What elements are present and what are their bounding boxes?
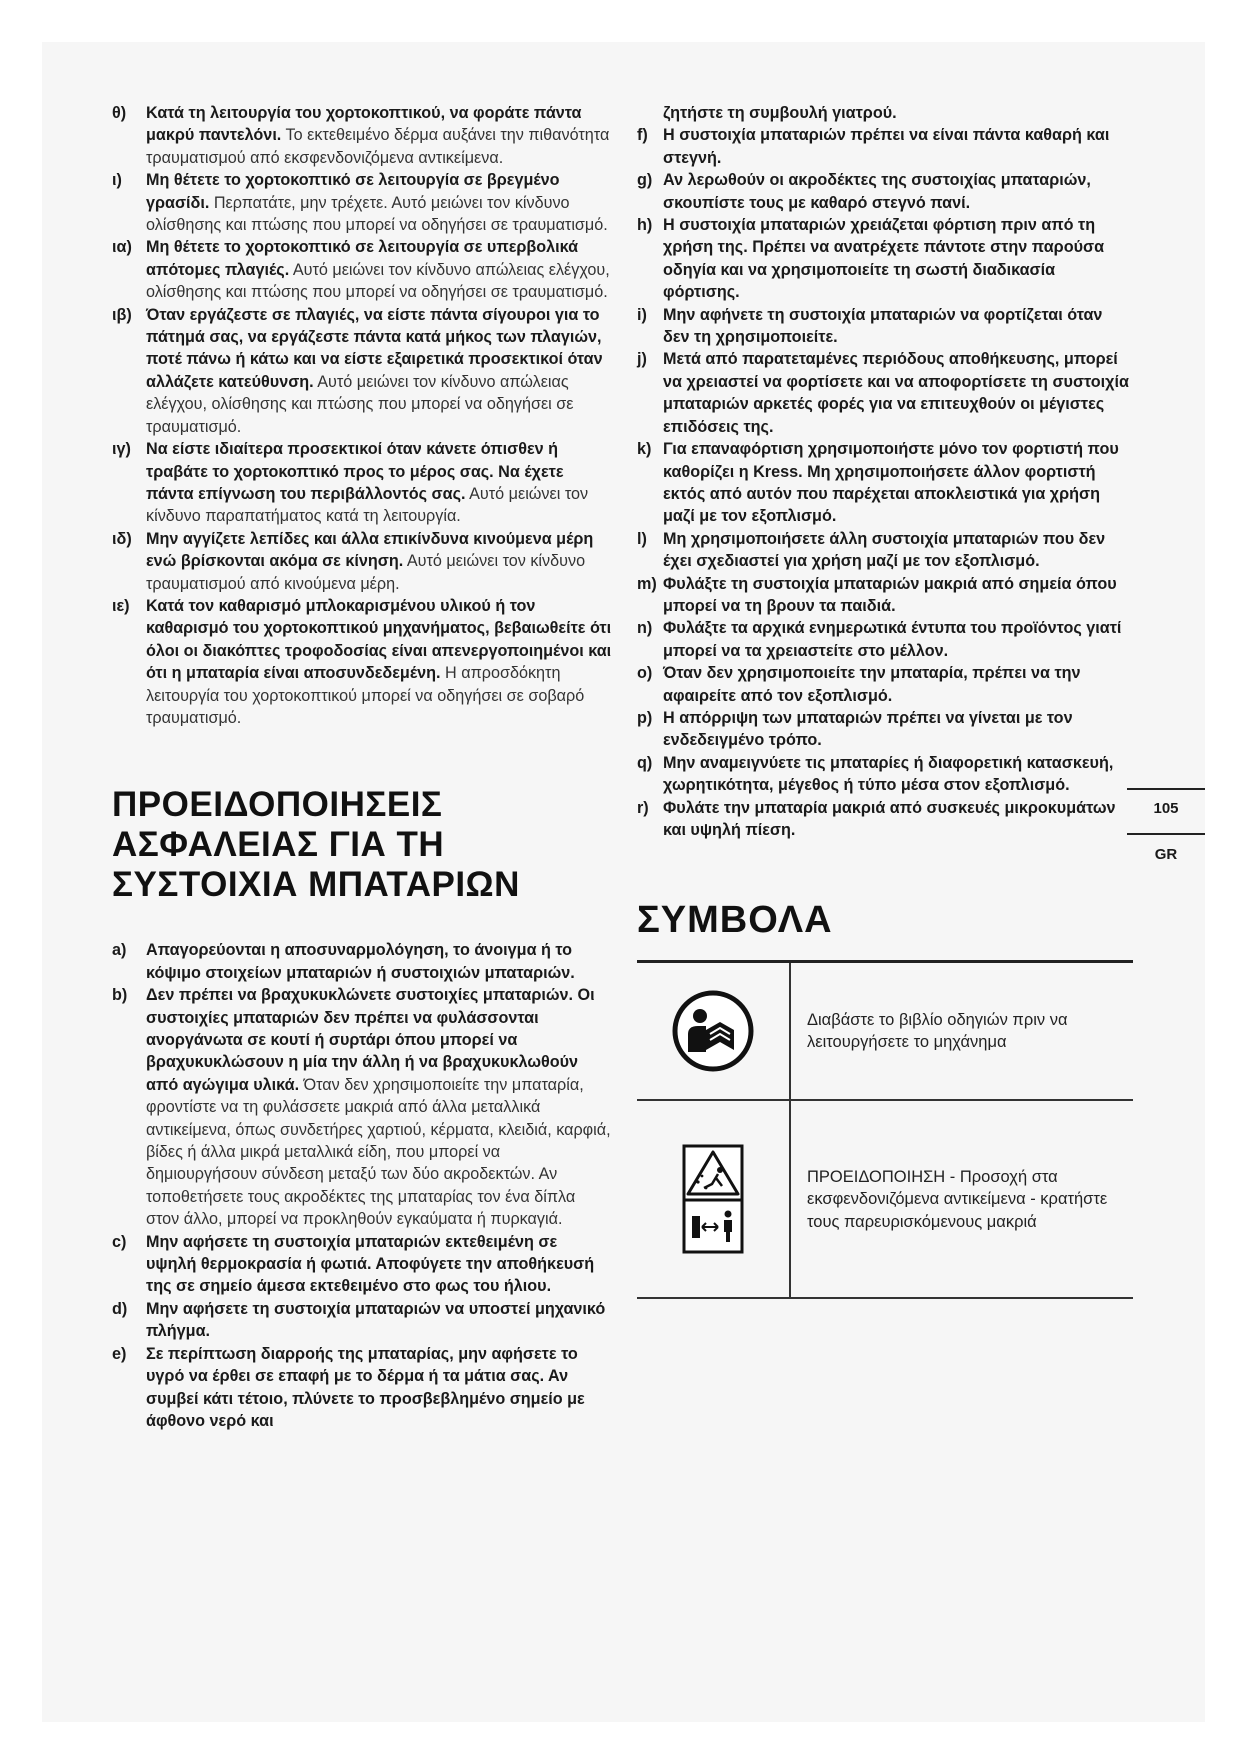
item-bold-text: Μην αγγίζετε λεπίδες και άλλα επικίνδυνα κινούμενα μέρη ενώ βρίσκονται ακόμα σε κίνηση. xyxy=(146,529,594,571)
item-label: j) xyxy=(637,350,647,369)
item-text: Η απροσδόκητη λειτουργία του χορτοκοπτικού μπορεί να οδηγήσει σε σοβαρό τραυματισμό. xyxy=(146,664,585,727)
symbol-icon-cell xyxy=(637,1101,791,1297)
item-bold-text: Μην αφήσετε τη συστοιχία μπαταριών να υποστεί μηχανικό πλήγμα. xyxy=(146,1299,606,1341)
item-label: ι) xyxy=(112,171,122,190)
symbol-icon-cell xyxy=(637,963,791,1099)
item-label: q) xyxy=(637,753,653,772)
item-bold-text: Όταν εργάζεστε σε πλαγιές, να είστε πάντα σίγουροι για το πάτημά σας, να εργάζεστε πάντα κατά μήκος των πλαγιών, ποτέ πάνω ή κάτω και να είστε εξαιρετικά προσεκτικοί όταν αλλάζετε κατεύθυνση. xyxy=(146,305,603,391)
list-item xyxy=(637,124,1133,169)
symbols-title: ΣΥΜΒΟΛΑ xyxy=(637,899,833,942)
item-bold-text: Αν λερωθούν οι ακροδέκτες της συστοιχίας μπαταριών, σκουπίστε τους με καθαρό στεγνό πανί. xyxy=(663,171,1091,212)
page-marker-line xyxy=(1127,788,1205,790)
item-label: θ) xyxy=(112,104,127,122)
item-bold-text: Κατά τη λειτουργία του χορτοκοπτικού, να φοράτε πάντα μακρύ παντελόνι. xyxy=(146,104,582,145)
right-column xyxy=(637,102,1133,1299)
list-item xyxy=(112,304,612,438)
item-label: o) xyxy=(637,664,653,683)
list-item xyxy=(112,236,612,303)
item-bold-text: Μη χρησιμοποιήσετε άλλη συστοιχία μπαταριών που δεν έχει σχεδιαστεί για χρήση μαζί με τον εξοπλισμό. xyxy=(663,529,1106,571)
item-label: ιδ) xyxy=(112,529,132,548)
list-item xyxy=(112,1343,612,1433)
item-label: k) xyxy=(637,440,652,459)
list-item xyxy=(637,752,1133,797)
title-line: ΠΡΟΕΙΔΟΠΟΙΗΣΕΙΣ xyxy=(112,785,443,825)
continued-text: ζητήστε τη συμβουλή γιατρού. xyxy=(663,104,897,122)
list-item xyxy=(637,214,1133,304)
item-label: h) xyxy=(637,216,653,235)
item-label: ια) xyxy=(112,238,132,257)
symbols-table xyxy=(637,960,1133,1299)
item-label: ιγ) xyxy=(112,440,131,459)
item-text: Όταν δεν χρησιμοποιείτε την μπαταρία, φροντίστε να τη φυλάσσετε μακριά από άλλα μεταλλικά αντικείμενα, όπως συνδετήρες χαρτιού, κέρματα, κλειδιά, καρφιά, βίδες ή άλλα μικρά μεταλλικά είδη, που μπορεί να δημιουργήσουν σύνδεση μεταξύ των δύο ακροδεκτών. Αν τοποθετήσετε τους ακροδέκτες της μπαταρίας τον ένα δίπλα στον άλλο, μπορεί να προκληθούν εγκαύματα ή πυρκαγιά. xyxy=(146,1075,611,1229)
item-bold-text: Μη θέτετε το χορτοκοπτικό σε λειτουργία σε υπερβολικά απότομες πλαγιές. xyxy=(146,238,579,279)
item-label: e) xyxy=(112,1344,127,1363)
list-item xyxy=(637,438,1133,528)
title-line: ΣΥΣΤΟΙΧΙΑ ΜΠΑΤΑΡΙΩΝ xyxy=(112,865,520,905)
item-label: g) xyxy=(637,171,653,190)
list-item xyxy=(112,1231,612,1298)
item-text: Αυτό μειώνει τον κίνδυνο παραπατήματος κατά τη λειτουργία. xyxy=(146,484,589,526)
item-bold-text: Μην αναμειγνύετε τις μπαταρίες ή διαφορετική κατασκευή, χωρητικότητα, μέγεθος ή τύπο μέσα στον εξοπλισμό. xyxy=(663,753,1114,795)
item-text: Το εκτεθειμένο δέρμα αυξάνει την πιθανότητα τραυματισμού από εκσφενδονιζόμενα αντικείμενα. xyxy=(146,126,610,167)
left-column xyxy=(112,102,612,1432)
item-label: m) xyxy=(637,574,657,593)
item-label: r) xyxy=(637,798,649,817)
item-bold-text: Όταν δεν χρησιμοποιείτε την μπαταρία, πρέπει να την αφαιρείτε από τον εξοπλισμό. xyxy=(663,664,1081,705)
language-code: GR xyxy=(1154,846,1178,863)
list-item xyxy=(637,528,1133,573)
item-bold-text: Η απόρριψη των μπαταριών πρέπει να γίνεται με τον ενδεδειγμένο τρόπο. xyxy=(663,708,1073,750)
item-label: ιβ) xyxy=(112,305,132,324)
list-item xyxy=(637,348,1133,438)
page-number: 105 xyxy=(1153,800,1179,817)
battery-safety-title xyxy=(112,785,612,905)
item-bold-text: Μην αφήσετε τη συστοιχία μπαταριών εκτεθειμένη σε υψηλή θερμοκρασία ή φωτιά. Αποφύγετε την αποθήκευσή της σε σημείο άμεσα εκτεθειμένο στο φως του ήλιου. xyxy=(146,1232,595,1296)
item-label: f) xyxy=(637,126,648,145)
list-item xyxy=(637,662,1133,707)
title-line: ΑΣΦΑΛΕΙΑΣ ΓΙΑ ΤΗ xyxy=(112,825,445,865)
item-text: Αυτό μειώνει τον κίνδυνο απώλειας ελέγχου, ολίσθησης και πτώσης που μπορεί να οδηγήσει σε τραυματισμό. xyxy=(146,260,610,302)
read-manual-icon xyxy=(672,990,754,1072)
item-bold-text: Φυλάξτε τη συστοιχία μπαταριών μακριά από σημεία όπου μπορεί να τη βρουν τα παιδιά. xyxy=(663,574,1117,615)
item-bold-text: Μη θέτετε το χορτοκοπτικό σε λειτουργία σε βρεγμένο γρασίδι. xyxy=(146,171,560,212)
item-bold-text: Δεν πρέπει να βραχυκυκλώνετε συστοιχίες μπαταριών. Οι συστοιχίες μπαταριών δεν πρέπει να φυλάσσονται ανοργάνωτα σε κουτί ή συρτάρι όπου μπορεί να βραχυκυκλώσουν η μία την άλλη ή να βραχυκυκλωθούν από αγώγιμα υλικά. xyxy=(146,986,595,1094)
symbol-row xyxy=(637,963,1133,1099)
item-bold-text: Φυλάτε την μπαταρία μακριά από συσκευές μικροκυμάτων και υψηλή πίεση. xyxy=(663,798,1116,839)
list-item xyxy=(112,1298,612,1343)
list-item xyxy=(112,939,612,984)
list-item xyxy=(112,984,612,1230)
item-bold-text: Να είστε ιδιαίτερα προσεκτικοί όταν κάνετε όπισθεν ή τραβάτε το χορτοκοπτικό προς το μέρος σας. Να έχετε πάντα επίγνωση του περιβάλλοντός σας. xyxy=(146,440,564,503)
item-label: l) xyxy=(637,529,647,548)
item-label: ιε) xyxy=(112,596,130,615)
list-item xyxy=(637,617,1133,662)
list-item xyxy=(112,102,612,169)
item-bold-text: Μην αφήνετε τη συστοιχία μπαταριών να φορτίζεται όταν δεν τη χρησιμοποιείτε. xyxy=(663,305,1103,347)
item-bold-text: Σε περίπτωση διαρροής της μπαταρίας, μην αφήσετε το υγρό να έρθει σε επαφή με το δέρμα ή τα μάτια σας. Αν συμβεί κάτι τέτοιο, πλύνετε το προσβεβλημένο σημείο με άφθονο νερό και xyxy=(146,1344,585,1430)
list-item xyxy=(637,304,1133,349)
item-bold-text: Η συστοιχία μπαταριών χρειάζεται φόρτιση πριν από τη χρήση της. Πρέπει να ανατρέχετε πάντοτε στην παρούσα οδηγία και να χρησιμοποιείτε τη σωστή διαδικασία φόρτισης. xyxy=(663,216,1105,302)
item-label: n) xyxy=(637,619,653,638)
list-item xyxy=(112,528,612,595)
list-item xyxy=(637,573,1133,618)
item-bold-text: Κατά τον καθαρισμό μπλοκαρισμένου υλικού ή τον καθαρισμό του χορτοκοπτικού μηχανήματος, βεβαιωθείτε ότι όλοι οι διακόπτες τροφοδοσίας είναι απενεργοποιημένοι και ότι η μπαταρία είναι αποσυνδεδεμένη. xyxy=(146,596,612,683)
item-bold-text: Για επαναφόρτιση χρησιμοποιήστε μόνο τον φορτιστή που καθορίζει η Kress. Μη χρησιμοποιήσετε άλλον φορτιστή εκτός από αυτόν που παρέχεται αποκλειστικά για χρήση μαζί με τον εξοπλισμό. xyxy=(663,440,1119,526)
list-item xyxy=(637,797,1133,842)
list-item xyxy=(637,169,1133,214)
thrown-objects-warning-icon xyxy=(682,1144,744,1254)
item-label: b) xyxy=(112,986,128,1005)
item-label: c) xyxy=(112,1232,127,1251)
item-label: i) xyxy=(637,305,647,324)
list-item xyxy=(112,438,612,528)
item-label: a) xyxy=(112,941,127,960)
item-bold-text: Η συστοιχία μπαταριών πρέπει να είναι πάντα καθαρή και στεγνή. xyxy=(663,126,1110,167)
page-marker-line xyxy=(1127,833,1205,835)
item-label: d) xyxy=(112,1299,128,1318)
item-bold-text: Φυλάξτε τα αρχικά ενημερωτικά έντυπα του προϊόντος γιατί μπορεί να τα χρειαστείτε στο μέλλον. xyxy=(663,619,1122,660)
item-bold-text: Απαγορεύονται η αποσυναρμολόγηση, το άνοιγμα ή το κόψιμο στοιχείων μπαταριών ή συστοιχιών μπαταριών. xyxy=(146,941,575,982)
list-item xyxy=(112,169,612,236)
item-text: Περπατάτε, μην τρέχετε. Αυτό μειώνει τον κίνδυνο ολίσθησης και πτώσης που μπορεί να οδηγήσει σε τραυματισμό. xyxy=(146,193,608,235)
item-text: Αυτό μειώνει τον κίνδυνο απώλειας ελέγχου, ολίσθησης και πτώσης που μπορεί να οδηγήσει σε τραυματισμό. xyxy=(146,372,574,436)
item-label: p) xyxy=(637,708,653,727)
list-item xyxy=(112,595,612,729)
symbol-description: ΠΡΟΕΙΔΟΠΟΙΗΣΗ - Προσοχή στα εκσφενδονιζόμενα αντικείμενα - κρατήστε τους παρευρισκόμενους μακριά xyxy=(807,1167,1108,1231)
symbol-row xyxy=(637,1099,1133,1297)
symbol-description: Διαβάστε το βιβλίο οδηγιών πριν να λειτουργήσετε το μηχάνημα xyxy=(807,1010,1068,1052)
item-bold-text: Μετά από παρατεταμένες περιόδους αποθήκευσης, μπορεί να χρειαστεί να φορτίσετε και να αποφορτίσετε τη συστοιχία μπαταριών αρκετές φορές για να επιτευχθούν οι μέγιστες επιδόσεις της. xyxy=(663,350,1129,436)
list-item xyxy=(637,707,1133,752)
item-text: Αυτό μειώνει τον κίνδυνο τραυματισμού από κινούμενα μέρη. xyxy=(146,552,586,593)
